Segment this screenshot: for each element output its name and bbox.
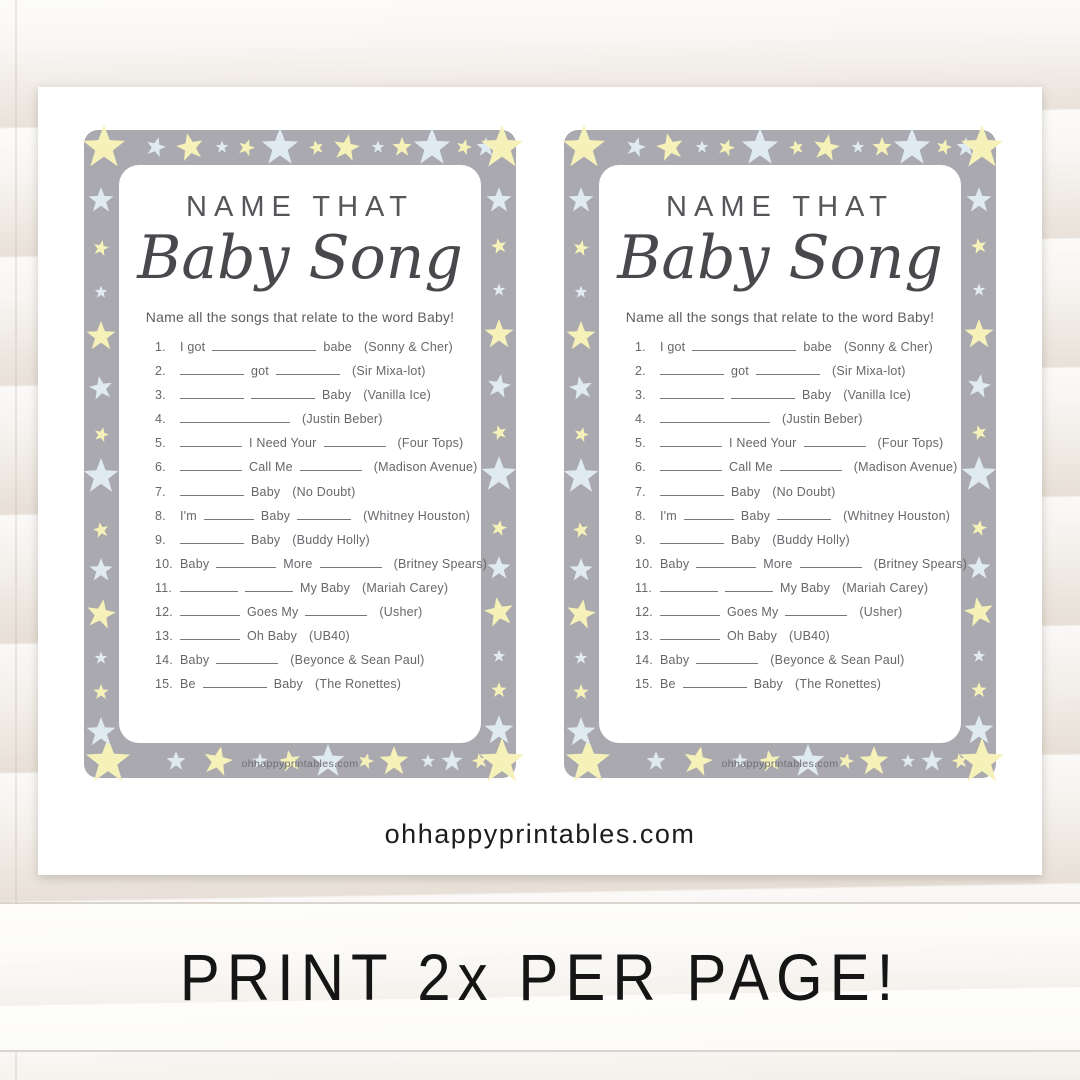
artist-label: (Madison Avenue) (853, 460, 958, 475)
blank-line (320, 557, 382, 568)
song-text: I'm (180, 508, 197, 523)
star-icon (95, 652, 108, 665)
list-item (155, 533, 467, 547)
star-icon (566, 321, 596, 351)
blank-line (683, 677, 747, 688)
blank-line (180, 533, 244, 544)
blank-line (180, 364, 244, 375)
song-text: I Need Your (729, 436, 797, 451)
print-instruction-banner (0, 902, 1080, 1052)
star-icon (970, 237, 989, 256)
artist-label: (Four Tops) (877, 436, 944, 451)
list-item (155, 556, 488, 571)
blank-line (212, 340, 316, 351)
artist-label: (Vanilla Ice) (843, 388, 911, 403)
song-text: Baby (802, 388, 832, 403)
song-text: Baby (180, 653, 210, 668)
list-item (635, 412, 947, 426)
artist-label: (Whitney Houston) (843, 508, 951, 523)
star-icon (484, 319, 514, 349)
card-title-line2: Baby Song (617, 223, 943, 293)
star-icon (810, 131, 841, 162)
star-icon (572, 521, 591, 540)
star-icon (715, 136, 736, 157)
star-icon (572, 425, 590, 443)
star-icon (92, 425, 110, 443)
song-text: My Baby (780, 580, 831, 595)
list-item (635, 605, 947, 619)
artist-label: (Usher) (859, 605, 903, 620)
artist-label: (Whitney Houston) (363, 508, 471, 523)
song-text: Baby (753, 677, 783, 692)
star-icon (95, 286, 108, 299)
watermark-url: ohhappyprintables.com (241, 758, 359, 770)
blank-line (305, 605, 367, 616)
song-text: got (731, 364, 749, 379)
song-text: Oh Baby (247, 629, 298, 644)
blank-line (660, 460, 722, 471)
blank-line (660, 412, 770, 423)
list-item (155, 388, 467, 402)
artist-label: (Sonny & Cher) (843, 340, 933, 354)
star-icon (967, 556, 991, 580)
song-text: Baby (251, 484, 281, 499)
list-item (635, 508, 951, 523)
item-number: 7. (635, 484, 646, 499)
blank-line (696, 557, 756, 568)
item-number: 14. (635, 653, 653, 668)
blank-line (660, 436, 722, 447)
list-item (635, 556, 968, 571)
item-number: 3. (635, 388, 646, 403)
list-item (155, 364, 467, 378)
list-item (635, 677, 947, 691)
star-icon (261, 128, 299, 166)
list-item (155, 581, 467, 595)
star-icon (787, 138, 805, 156)
star-icon (144, 135, 168, 159)
star-icon (481, 456, 517, 492)
song-text: Baby (273, 677, 303, 692)
song-text: Be (180, 677, 196, 692)
blank-line (180, 581, 238, 592)
star-icon (575, 652, 588, 665)
star-icon (392, 137, 412, 157)
list-item (155, 629, 467, 643)
blank-line (660, 605, 720, 616)
artist-label: (UB40) (309, 629, 350, 644)
artist-label: (Mariah Carey) (362, 580, 449, 595)
star-icon (86, 321, 116, 351)
song-text: babe (803, 340, 832, 354)
list-item (635, 340, 947, 354)
artist-label: (Buddy Holly) (292, 532, 370, 547)
song-text: More (763, 556, 793, 571)
blank-line (804, 436, 866, 447)
song-text: Baby (740, 508, 771, 523)
star-icon (569, 558, 593, 582)
star-icon (307, 138, 325, 156)
star-icon (566, 717, 596, 747)
star-icon (961, 456, 997, 492)
banner-text: PRINT 2x PER PAGE! (179, 940, 901, 1014)
card-title-line2: Baby Song (137, 223, 463, 293)
game-card (564, 130, 996, 778)
song-text: My Baby (300, 580, 351, 595)
item-number: 10. (155, 556, 173, 571)
star-icon (486, 187, 512, 213)
card-title-line1: NAME THAT (186, 191, 414, 223)
song-text: I Need Your (249, 436, 317, 451)
blank-line (297, 509, 351, 520)
blank-line (660, 364, 724, 375)
star-icon (93, 684, 109, 700)
list-item (155, 508, 471, 523)
song-text: Call Me (249, 460, 293, 475)
blank-line (245, 581, 293, 592)
list-item (155, 677, 467, 691)
card-subtitle: Name all the songs that relate to the word Baby! (145, 309, 455, 325)
song-text: Baby (260, 508, 291, 523)
star-icon (413, 128, 451, 166)
list-item (635, 436, 947, 450)
song-text: Call Me (729, 460, 773, 475)
artist-label: (Vanilla Ice) (363, 388, 431, 403)
song-text: More (283, 556, 313, 571)
star-icon (490, 423, 508, 441)
card-panel (599, 165, 968, 743)
blank-line (684, 509, 734, 520)
blank-line (180, 460, 242, 471)
item-number: 7. (155, 484, 166, 499)
item-number: 11. (635, 580, 653, 595)
artist-label: (The Ronettes) (315, 677, 402, 692)
blank-line (251, 388, 315, 399)
artist-label: (Usher) (379, 605, 423, 620)
blank-line (692, 340, 796, 351)
item-number: 15. (635, 677, 653, 692)
blank-line (785, 605, 847, 616)
blank-line (660, 629, 720, 640)
artist-label: (Justin Beber) (302, 412, 383, 427)
star-icon (852, 141, 865, 154)
star-icon (624, 135, 648, 159)
list-item (635, 629, 947, 643)
card-title-line1: NAME THAT (666, 191, 894, 223)
website-url: ohhappyprintables.com (384, 819, 696, 849)
artist-label: (UB40) (789, 629, 830, 644)
blank-line (203, 677, 267, 688)
star-icon (487, 556, 511, 580)
item-number: 2. (155, 364, 166, 379)
star-icon (970, 423, 988, 441)
item-number: 13. (635, 629, 653, 644)
blank-line (180, 388, 244, 399)
artist-label: (Britney Spears) (873, 556, 968, 571)
song-text: Baby (731, 484, 761, 499)
song-text: got (251, 364, 269, 379)
star-icon (92, 239, 111, 258)
star-icon (964, 715, 994, 745)
blank-line (800, 557, 862, 568)
artist-label: (No Doubt) (772, 484, 836, 499)
star-icon (965, 372, 993, 400)
song-text: Baby (660, 653, 690, 668)
star-icon (86, 717, 116, 747)
list-item (155, 485, 467, 499)
star-icon (490, 237, 509, 256)
artist-label: (Four Tops) (397, 436, 464, 451)
blank-line (725, 581, 773, 592)
star-icon (966, 187, 992, 213)
item-number: 15. (155, 677, 173, 692)
star-icon (491, 682, 507, 698)
star-icon (235, 136, 256, 157)
star-icon (92, 521, 111, 540)
blank-line (276, 364, 340, 375)
artist-label: (Sir Mixa-lot) (351, 364, 426, 379)
item-number: 2. (635, 364, 646, 379)
song-text: Baby (731, 532, 761, 547)
artist-label: (Justin Beber) (782, 412, 863, 427)
artist-label: (Beyonce & Sean Paul) (290, 653, 425, 668)
blank-line (780, 460, 842, 471)
list-item (155, 412, 467, 426)
song-text: I'm (660, 508, 677, 523)
blank-line (216, 557, 276, 568)
star-icon (454, 137, 474, 157)
star-icon (87, 374, 115, 402)
blank-line (696, 653, 758, 664)
item-number: 4. (155, 412, 166, 427)
list-item (635, 653, 947, 667)
blank-line (756, 364, 820, 375)
item-number: 8. (635, 508, 646, 523)
artist-label: (Mariah Carey) (842, 580, 929, 595)
blank-line (660, 533, 724, 544)
star-icon (567, 374, 595, 402)
star-icon (962, 595, 997, 630)
star-icon (964, 319, 994, 349)
song-text: Goes My (727, 605, 779, 620)
artist-label: (Sonny & Cher) (363, 340, 453, 354)
card-panel (119, 165, 488, 743)
blank-line (660, 388, 724, 399)
star-icon (485, 372, 513, 400)
item-number: 8. (155, 508, 166, 523)
list-item (635, 388, 947, 402)
star-icon (330, 131, 361, 162)
item-number: 6. (155, 460, 166, 475)
song-text: I got (180, 340, 206, 354)
list-item (155, 460, 478, 475)
blank-line (216, 653, 278, 664)
item-number: 5. (635, 436, 646, 451)
list-item (635, 533, 947, 547)
artist-label: (Beyonce & Sean Paul) (770, 653, 905, 668)
star-icon (490, 519, 509, 538)
artist-label: (The Ronettes) (795, 677, 882, 692)
star-icon (872, 137, 892, 157)
star-icon (216, 141, 229, 154)
list-item (635, 485, 947, 499)
item-number: 4. (635, 412, 646, 427)
star-icon (562, 125, 606, 169)
star-icon (482, 595, 517, 630)
blank-line (180, 485, 244, 496)
list-item (635, 581, 947, 595)
star-icon (564, 597, 599, 632)
blank-line (180, 605, 240, 616)
blank-line (180, 629, 240, 640)
list-item (155, 605, 467, 619)
song-text: I got (660, 340, 686, 354)
song-text: Be (660, 677, 676, 692)
song-text: Baby (180, 556, 210, 571)
star-icon (84, 597, 119, 632)
printable-page (38, 87, 1042, 875)
star-icon (973, 650, 986, 663)
star-icon (741, 128, 779, 166)
item-number: 10. (635, 556, 653, 571)
list-item (155, 436, 467, 450)
star-icon (970, 519, 989, 538)
star-icon (82, 125, 126, 169)
song-list (635, 340, 968, 692)
cards-container (84, 130, 996, 778)
star-icon (572, 239, 591, 258)
star-icon (372, 141, 385, 154)
game-card (84, 130, 516, 778)
star-icon (696, 141, 709, 154)
item-number: 9. (635, 532, 646, 547)
song-text: babe (323, 340, 352, 354)
star-icon (575, 286, 588, 299)
star-icon (573, 684, 589, 700)
star-icon (493, 650, 506, 663)
item-number: 14. (155, 653, 173, 668)
blank-line (300, 460, 362, 471)
artist-label: (Madison Avenue) (373, 460, 478, 475)
item-number: 6. (635, 460, 646, 475)
card-subtitle: Name all the songs that relate to the word Baby! (625, 309, 935, 325)
song-list (155, 340, 488, 692)
item-number: 12. (155, 605, 173, 620)
star-icon (973, 284, 986, 297)
list-item (635, 460, 958, 475)
star-icon (893, 128, 931, 166)
star-icon (173, 130, 206, 163)
artist-label: (Sir Mixa-lot) (831, 364, 906, 379)
item-number: 12. (635, 605, 653, 620)
list-item (155, 653, 467, 667)
item-number: 11. (155, 580, 173, 595)
song-text: Baby (660, 556, 690, 571)
item-number: 3. (155, 388, 166, 403)
star-icon (89, 558, 113, 582)
artist-label: (Britney Spears) (393, 556, 488, 571)
artist-label: (Buddy Holly) (772, 532, 850, 547)
star-icon (971, 682, 987, 698)
star-icon (563, 458, 599, 494)
blank-line (731, 388, 795, 399)
item-number: 9. (155, 532, 166, 547)
item-number: 1. (635, 340, 646, 354)
list-item (635, 364, 947, 378)
blank-line (777, 509, 831, 520)
star-icon (934, 137, 954, 157)
blank-line (180, 436, 242, 447)
star-icon (653, 130, 686, 163)
item-number: 1. (155, 340, 166, 354)
star-icon (83, 458, 119, 494)
star-icon (88, 187, 114, 213)
blank-line (660, 485, 724, 496)
list-item (155, 340, 467, 354)
item-number: 5. (155, 436, 166, 451)
song-text: Baby (322, 388, 352, 403)
song-text: Baby (251, 532, 281, 547)
watermark-url: ohhappyprintables.com (721, 758, 839, 770)
blank-line (660, 581, 718, 592)
artist-label: (No Doubt) (292, 484, 356, 499)
star-icon (568, 187, 594, 213)
item-number: 13. (155, 629, 173, 644)
song-text: Goes My (247, 605, 299, 620)
blank-line (324, 436, 386, 447)
blank-line (204, 509, 254, 520)
song-text: Oh Baby (727, 629, 778, 644)
blank-line (180, 412, 290, 423)
star-icon (484, 715, 514, 745)
star-icon (493, 284, 506, 297)
